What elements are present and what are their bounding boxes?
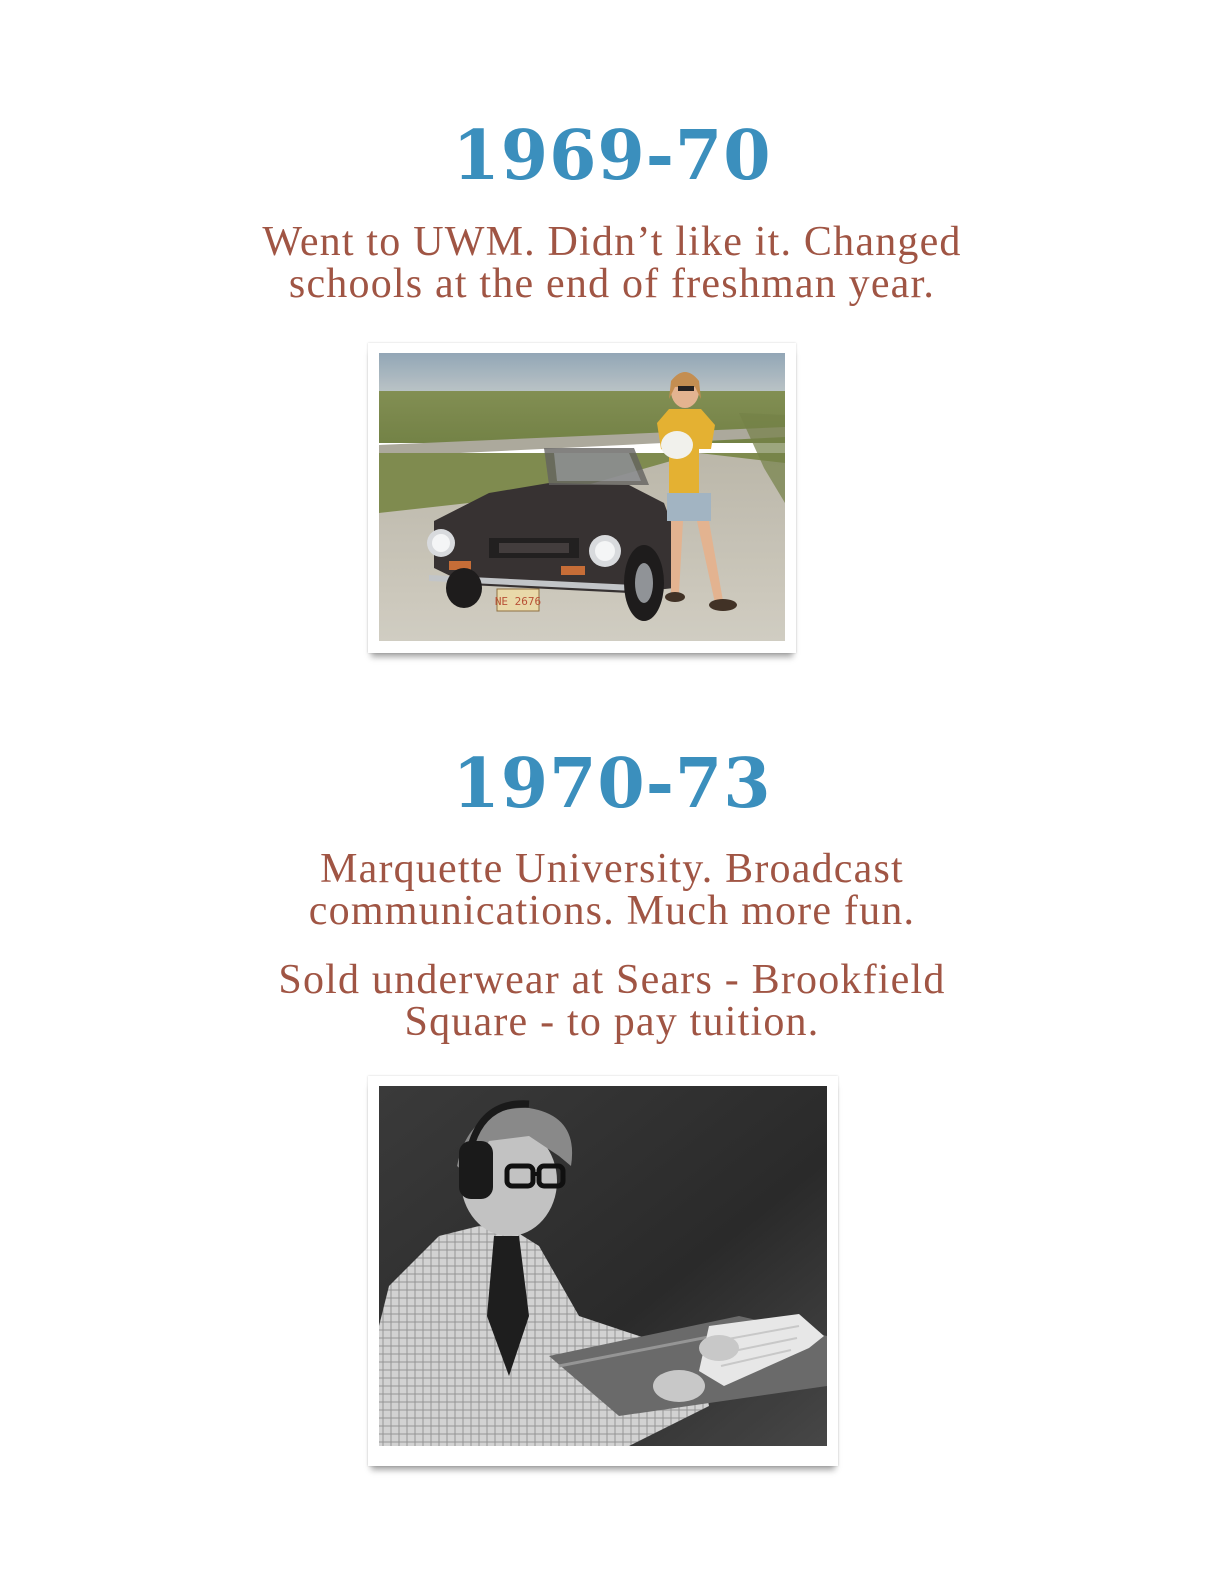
photo-frame-broadcaster [368,1076,838,1466]
broadcaster-photo-illustration [379,1086,827,1446]
photo-frame-car [368,343,796,653]
photo-car-and-person [379,353,785,641]
section2-paragraph-1 [0,848,1224,932]
license-plate-text: NE 2676 [494,595,542,608]
photo-broadcaster [379,1086,827,1446]
section2-paragraph-2 [0,959,1224,1043]
section2-para1-line-2: communications. Much more fun. [308,888,916,934]
section2-para1-line-1: Marquette University. Broadcast [320,846,904,892]
section1-text-line-2: schools at the end of freshman year. [288,261,936,307]
section2-para2-line-2: Square - to pay tuition. [404,999,820,1045]
year-heading-1970-73: 1970-73 [452,744,772,824]
section2-para2-line-1: Sold underwear at Sears - Brookfield [278,957,946,1003]
car-photo-illustration [379,353,785,641]
year-heading-1969-70: 1969-70 [452,116,772,196]
section1-text [0,221,1224,305]
section1-text-line-1: Went to UWM. Didn’t like it. Changed [262,219,962,265]
